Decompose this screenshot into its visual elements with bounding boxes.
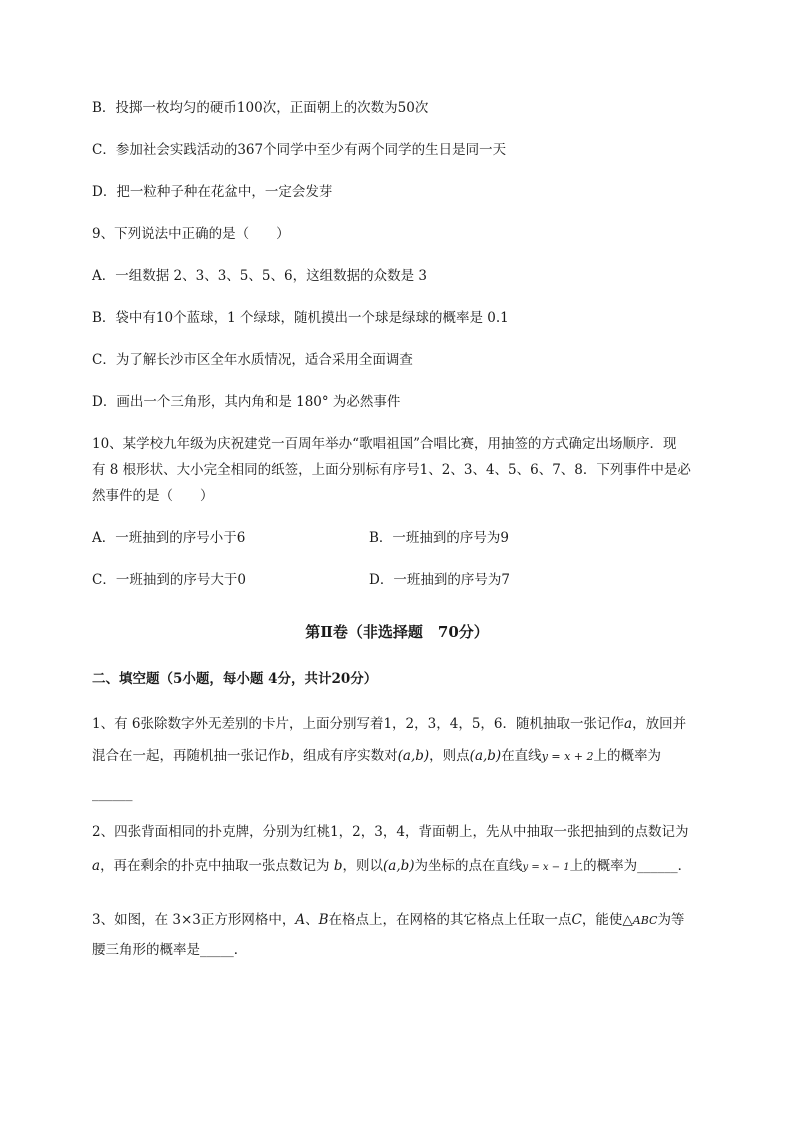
f1-equation: y = x + 2 [541, 750, 594, 763]
q10-option-c: C．一班抽到的序号大于0 [92, 572, 246, 588]
f3-line2: 腰三角形的概率是_____． [92, 942, 248, 958]
f1-text: ，则点 [429, 748, 470, 764]
f1-var-a: a [624, 716, 633, 732]
f1-var-b: b [281, 748, 290, 764]
f3-text: 3、如图，在 3×3正方形网格中， [92, 912, 296, 928]
q8-option-d: D．把一粒种子种在花盆中，一定会发芽 [92, 184, 333, 200]
f1-text: ，放回并 [632, 716, 687, 732]
f3-point-a: A [295, 912, 306, 928]
f1-point: (a,b) [469, 748, 502, 764]
f3-text: ，能使△ [581, 912, 633, 928]
f3-point-b: B [318, 912, 329, 928]
f3-triangle: ABC [632, 914, 658, 927]
q9-option-d: D．画出一个三角形，其内角和是 180° 为必然事件 [92, 394, 401, 410]
f2-pair: (a,b) [383, 858, 415, 874]
f2-text: 上的概率为______． [569, 858, 692, 874]
f1-line1 [92, 714, 686, 734]
f2-line2 [92, 856, 691, 878]
f2-line1: 2、四张背面相同的扑克牌，分别为红桃1，2，3，4，背面朝上，先从中抽取一张把抽到的点数记为 [92, 824, 689, 840]
q10-option-d: D．一班抽到的序号为7 [369, 572, 510, 588]
part2-title: 第Ⅱ卷（非选择题 70分） [305, 623, 489, 641]
f2-var-a: a [92, 858, 101, 874]
fill-in-header: 二、填空题（5小题，每小题 4分，共计20分） [92, 671, 378, 687]
q9-option-c: C．为了解长沙市区全年水质情况，适合采用全面调查 [92, 352, 413, 368]
f1-answer-blank: ______ [92, 786, 133, 802]
f1-pair: (a,b) [397, 748, 430, 764]
q9-option-b: B．袋中有10个蓝球，1 个绿球，随机摸出一个球是绿球的概率是 0.1 [92, 310, 509, 326]
q8-option-b: B．投掷一枚均匀的硬币100次，正面朝上的次数为50次 [92, 100, 429, 116]
f3-text: 、 [305, 912, 319, 928]
f2-equation: y = x − 1 [522, 862, 570, 873]
f2-var-b: b [333, 858, 343, 874]
q10-stem-line1: 10、某学校九年级为庆祝建党一百周年举办“歌唱祖国”合唱比赛，用抽签的方式确定出场顺序．现 [92, 436, 677, 452]
q10-option-a: A．一班抽到的序号小于6 [92, 530, 246, 546]
q10-stem-line2: 有 8 根形状、大小完全相同的纸签，上面分别标有序号1、2、3、4、5、6、7、8．下列事件中是必 [92, 462, 691, 478]
f1-text: 上的概率为 [593, 748, 662, 764]
q9-stem: 9、下列说法中正确的是（ ） [92, 226, 290, 242]
f3-point-c: C [571, 912, 582, 928]
f1-text: ，组成有序实数对 [289, 748, 398, 764]
f3-line1 [92, 910, 684, 931]
q10-option-b: B．一班抽到的序号为9 [369, 530, 510, 546]
f1-line2 [92, 746, 661, 767]
f2-text: ，则以 [342, 858, 384, 874]
q8-option-c: C．参加社会实践活动的367个同学中至少有两个同学的生日是同一天 [92, 142, 507, 158]
q10-stem-line3: 然事件的是（ ） [92, 488, 214, 504]
q9-option-a: A．一组数据 2、3、3、5、5、6，这组数据的众数是 3 [92, 268, 427, 284]
f3-text: 在格点上，在网格的其它格点上任取一点 [328, 912, 572, 928]
f2-text: 为坐标的点在直线 [414, 858, 523, 874]
f2-text: ，再在剩余的扑克中抽取一张点数记为 [100, 858, 334, 874]
f1-text: 混合在一起，再随机抽一张记作 [92, 748, 281, 764]
f1-text: 在直线 [501, 748, 542, 764]
f3-text: 为等 [657, 912, 685, 928]
f1-text: 1、有 6张除数字外无差别的卡片，上面分别写着1，2，3，4，5，6．随机抽取一张记作 [92, 716, 625, 732]
